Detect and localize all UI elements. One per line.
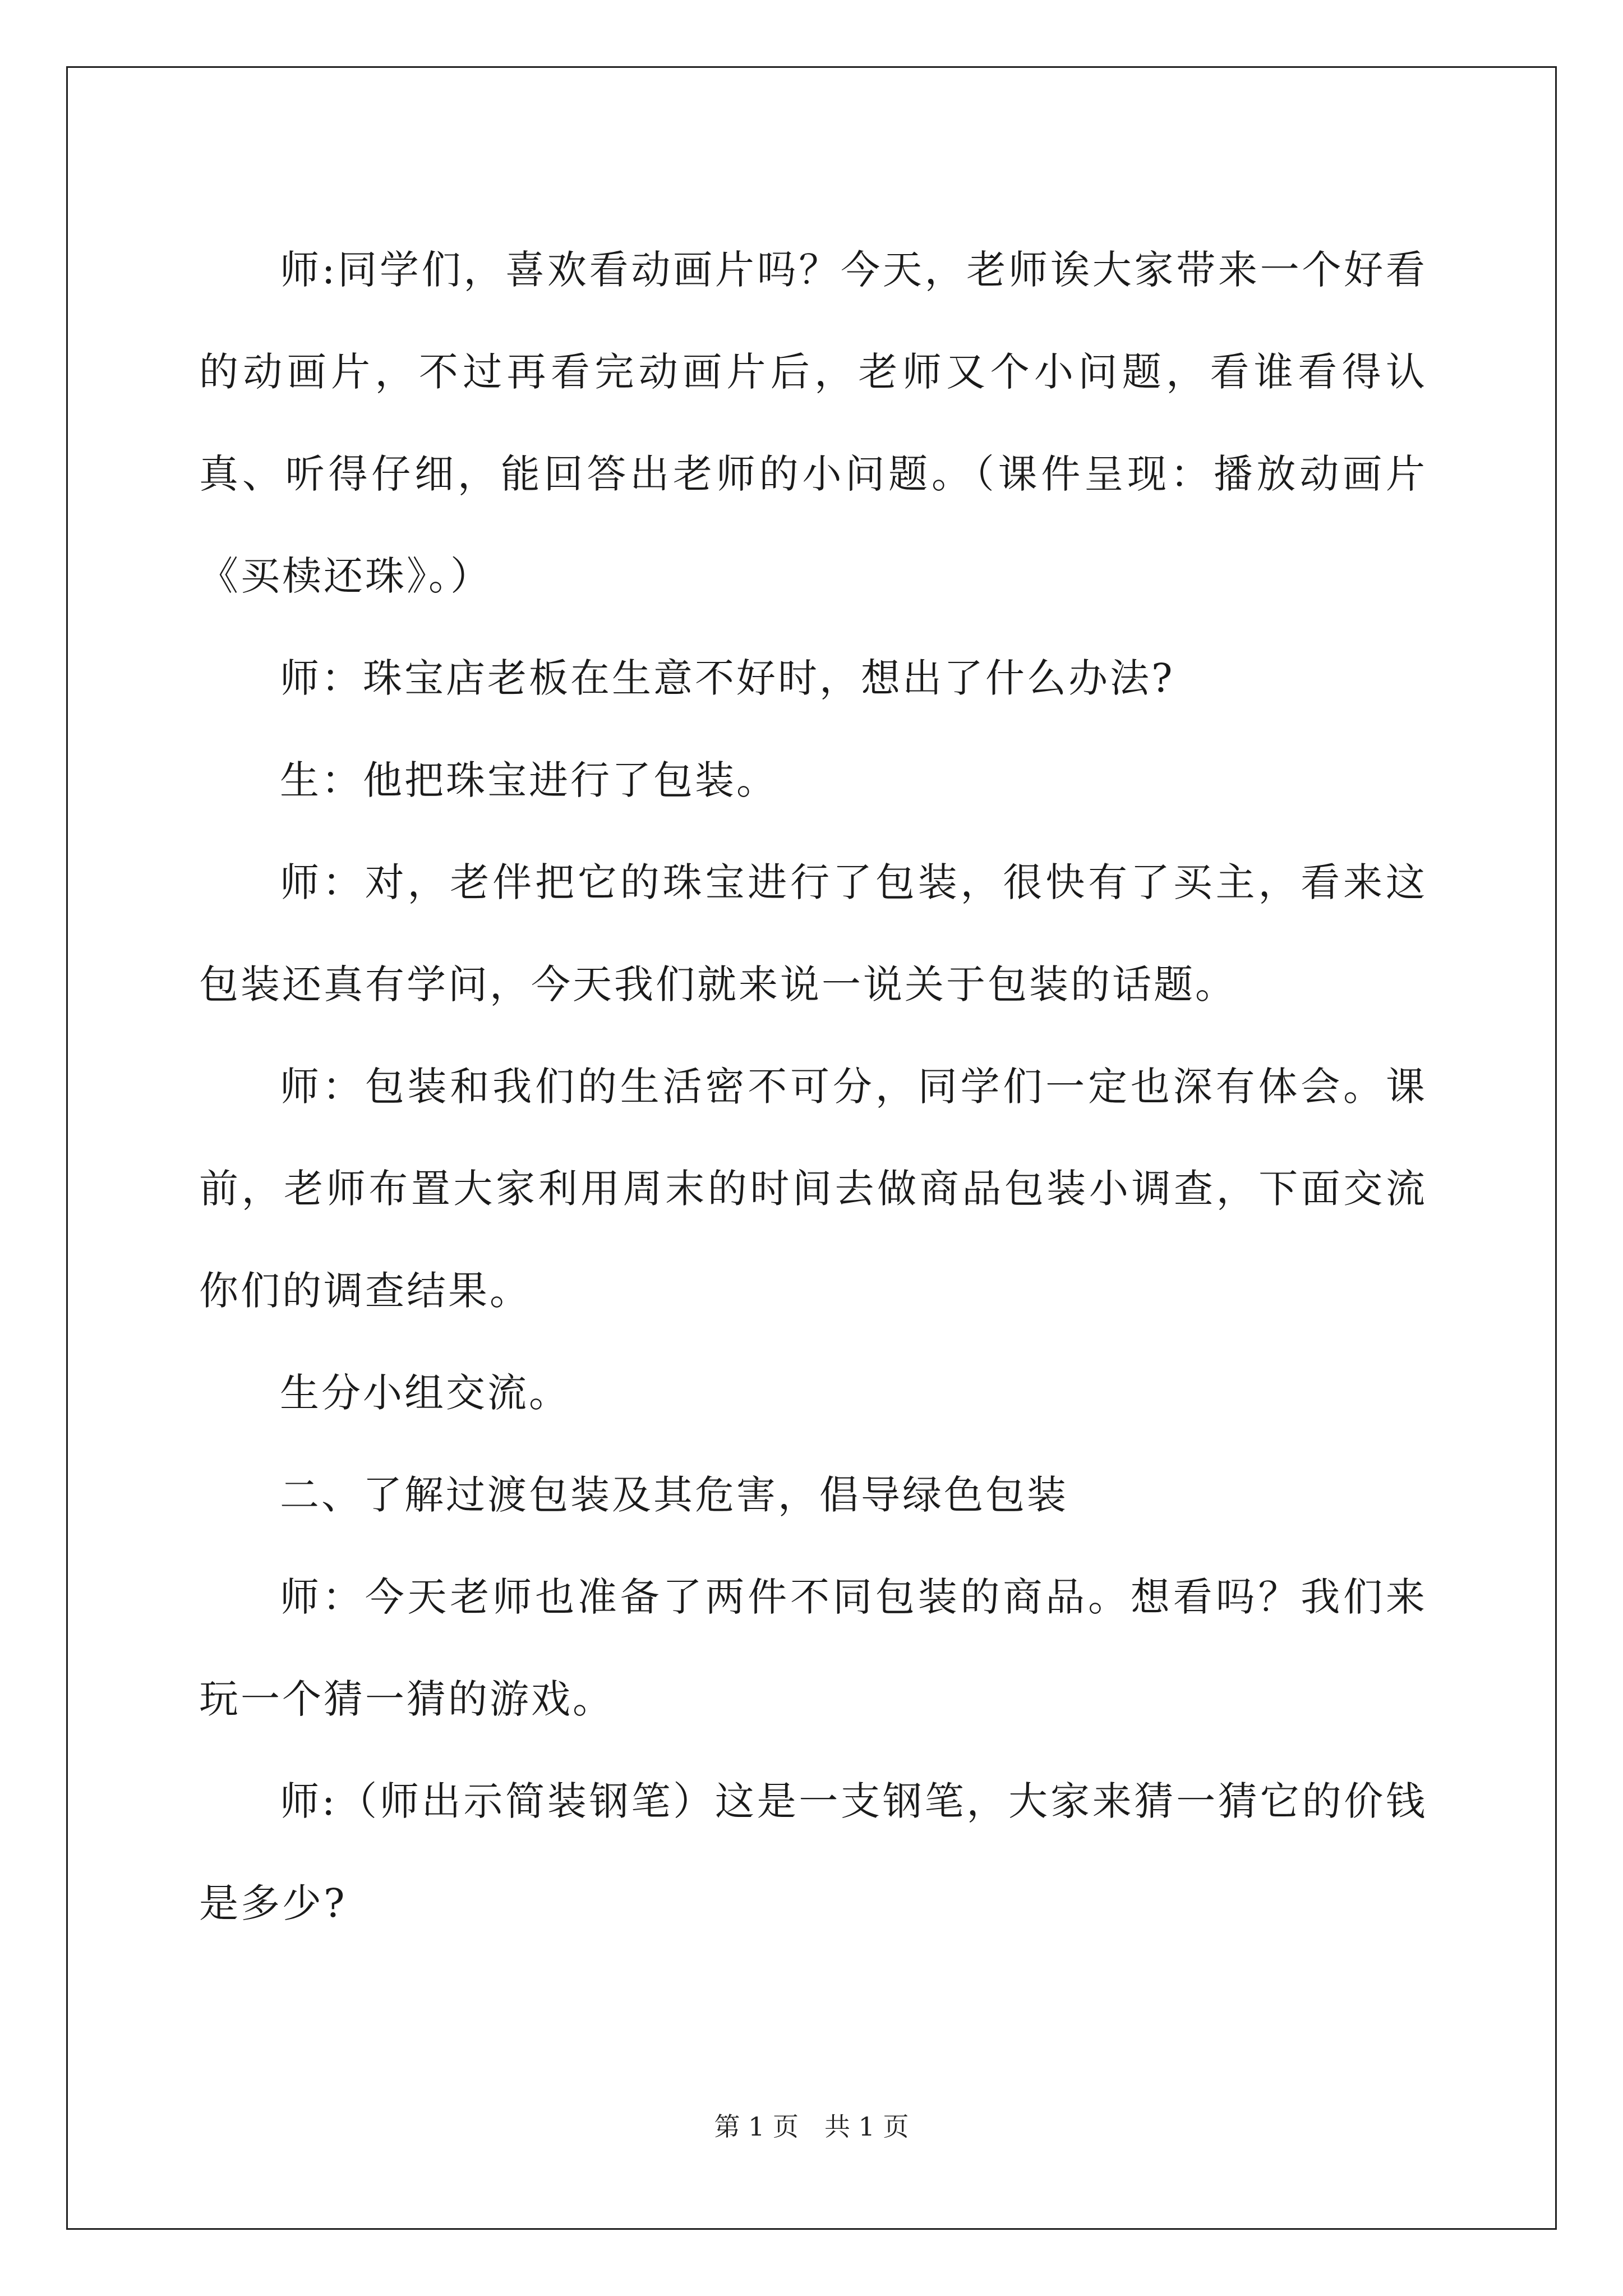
paragraph: 生：他把珠宝进行了包装。 — [280, 757, 778, 803]
paragraph: 师：对，老伴把它的珠宝进行了包装，很快有了买主，看来这包装还真有学问，今天我们就来说一说关于包装的话题。 — [199, 859, 1427, 1007]
document-body — [199, 219, 1427, 1954]
paragraph: 师:同学们，喜欢看动画片吗？今天，老师诶大家带来一个好看的动画片，不过再看完动画片后，老师又个小问题，看谁看得认真、听得仔细，能回答出老师的小问题。（课件呈现：播放动画片《买椟还珠》。） — [199, 247, 1427, 599]
paragraph: 师：今天老师也准备了两件不同包装的商品。想看吗？我们来玩一个猜一猜的游戏。 — [199, 1574, 1427, 1722]
paragraph: 生分小组交流。 — [280, 1370, 570, 1416]
paragraph: 师：珠宝店老板在生意不好时，想出了什么办法? — [280, 655, 1175, 701]
page-number-footer: 第 1 页 共 1 页 — [714, 2111, 909, 2142]
paragraph: 师:（师出示简装钢笔）这是一支钢笔，大家来猜一猜它的价钱是多少? — [199, 1778, 1427, 1926]
section-heading: 二、了解过渡包装及其危害，倡导绿色包装 — [280, 1472, 1068, 1518]
paragraph: 师：包装和我们的生活密不可分，同学们一定也深有体会。课前，老师布置大家利用周末的时间去做商品包装小调查，下面交流你们的调查结果。 — [199, 1064, 1427, 1314]
